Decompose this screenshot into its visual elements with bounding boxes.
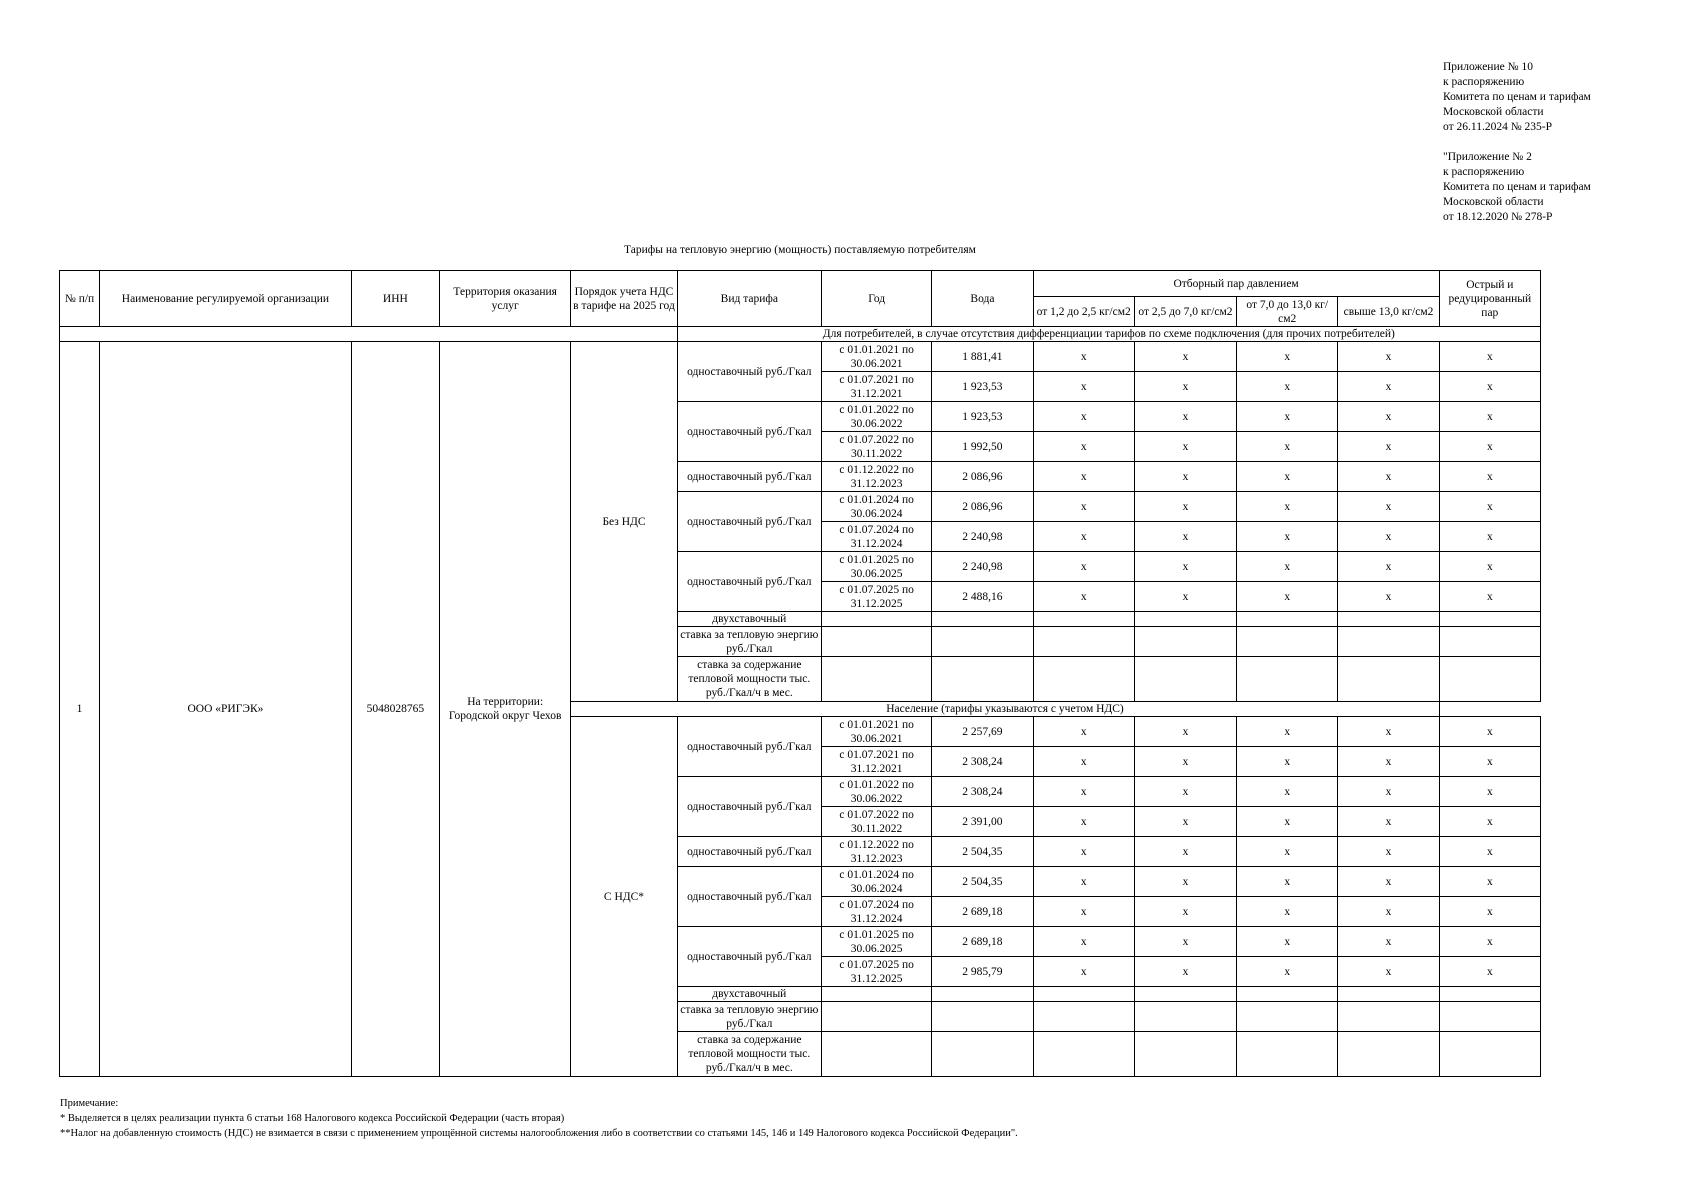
appendix-line: Комитета по ценам и тарифам (1443, 181, 1591, 193)
section-title: Население (тарифы указываются с учетом НДС) (571, 702, 1439, 717)
steam-tariff: х (1237, 717, 1338, 747)
period: с 01.07.2025 по 31.12.2025 (822, 582, 932, 612)
header-sharp-steam: Острый и редуцированный пар (1439, 271, 1540, 327)
steam-tariff: х (1338, 522, 1439, 552)
org-num: 1 (60, 342, 100, 1077)
steam-tariff: х (1338, 432, 1439, 462)
appendix-reference (1443, 60, 1591, 240)
steam-tariff: х (1439, 897, 1540, 927)
water-tariff: 2 086,96 (932, 492, 1033, 522)
steam-tariff: х (1338, 402, 1439, 432)
water-tariff: 2 086,96 (932, 462, 1033, 492)
empty-cell (1033, 1032, 1134, 1077)
period: с 01.01.2025 по 30.06.2025 (822, 552, 932, 582)
water-tariff: 2 689,18 (932, 897, 1033, 927)
period: с 01.01.2021 по 30.06.2021 (822, 342, 932, 372)
empty-cell (1338, 612, 1439, 627)
steam-tariff: х (1033, 342, 1134, 372)
empty-cell (1439, 657, 1540, 702)
water-tariff: 2 985,79 (932, 957, 1033, 987)
notes-heading: Примечание: (60, 1098, 119, 1109)
steam-tariff: х (1134, 927, 1236, 957)
steam-tariff: х (1439, 837, 1540, 867)
empty-cell (1134, 657, 1236, 702)
steam-tariff: х (1439, 552, 1540, 582)
steam-tariff: х (1134, 777, 1236, 807)
rate-energy-label: ставка за тепловую энергию руб./Гкал (677, 627, 821, 657)
steam-tariff: х (1237, 927, 1338, 957)
steam-tariff: х (1338, 492, 1439, 522)
steam-tariff: х (1439, 522, 1540, 552)
water-tariff: 1 923,53 (932, 402, 1033, 432)
steam-tariff: х (1033, 957, 1134, 987)
steam-tariff: х (1338, 957, 1439, 987)
appendix-block-current (1443, 60, 1591, 135)
steam-tariff: х (1439, 957, 1540, 987)
header-row (60, 271, 1541, 297)
water-tariff: 2 488,16 (932, 582, 1033, 612)
section-title-row (60, 327, 1541, 342)
steam-tariff: х (1237, 582, 1338, 612)
empty-cell (1338, 1002, 1439, 1032)
empty-cell (1033, 612, 1134, 627)
section-blank (60, 327, 678, 342)
steam-tariff: х (1338, 927, 1439, 957)
steam-tariff: х (1237, 372, 1338, 402)
empty-cell (822, 987, 932, 1002)
tariff-type: одноставочный руб./Гкал (677, 717, 821, 777)
steam-tariff: х (1033, 552, 1134, 582)
empty-cell (1134, 612, 1236, 627)
water-tariff: 2 257,69 (932, 717, 1033, 747)
steam-tariff: х (1338, 342, 1439, 372)
water-tariff: 2 504,35 (932, 837, 1033, 867)
empty-cell (1237, 627, 1338, 657)
appendix-line: "Приложение № 2 (1443, 151, 1532, 163)
period: с 01.01.2024 по 30.06.2024 (822, 867, 932, 897)
header-pressure-p2: от 2,5 до 7,0 кг/см2 (1134, 297, 1236, 327)
steam-tariff: х (1439, 342, 1540, 372)
org-inn: 5048028765 (351, 342, 439, 1077)
period: с 01.01.2022 по 30.06.2022 (822, 777, 932, 807)
steam-tariff: х (1134, 432, 1236, 462)
tariff-type: одноставочный руб./Гкал (677, 462, 821, 492)
steam-tariff: х (1338, 582, 1439, 612)
water-tariff: 2 308,24 (932, 777, 1033, 807)
empty-cell (1338, 987, 1439, 1002)
steam-tariff: х (1237, 552, 1338, 582)
appendix-line: Приложение № 10 (1443, 61, 1533, 73)
steam-tariff: х (1439, 867, 1540, 897)
tariff-type: одноставочный руб./Гкал (677, 777, 821, 837)
steam-tariff: х (1033, 777, 1134, 807)
empty-cell (932, 612, 1033, 627)
steam-tariff: х (1134, 372, 1236, 402)
empty-cell (1338, 627, 1439, 657)
water-tariff: 2 504,35 (932, 867, 1033, 897)
water-tariff: 1 881,41 (932, 342, 1033, 372)
tariff-type: одноставочный руб./Гкал (677, 342, 821, 402)
appendix-block-original (1443, 150, 1591, 225)
steam-tariff: х (1033, 927, 1134, 957)
steam-tariff: х (1134, 867, 1236, 897)
steam-tariff: х (1338, 867, 1439, 897)
steam-tariff: х (1134, 897, 1236, 927)
tariff-row (60, 342, 1541, 372)
rate-energy-label: ставка за тепловую энергию руб./Гкал (677, 1002, 821, 1032)
appendix-line: к распоряжению (1443, 76, 1525, 88)
empty-cell (1033, 657, 1134, 702)
steam-tariff: х (1033, 747, 1134, 777)
org-territory: На территории: Городской округ Чехов (440, 342, 571, 1077)
header-pressure-p1: от 1,2 до 2,5 кг/см2 (1033, 297, 1134, 327)
steam-tariff: х (1237, 837, 1338, 867)
header-water: Вода (932, 271, 1033, 327)
empty-cell (1237, 612, 1338, 627)
period: с 01.07.2024 по 31.12.2024 (822, 897, 932, 927)
steam-tariff: х (1134, 807, 1236, 837)
period: с 01.12.2022 по 31.12.2023 (822, 837, 932, 867)
period: с 01.12.2022 по 31.12.2023 (822, 462, 932, 492)
empty-cell (822, 627, 932, 657)
steam-tariff: х (1237, 897, 1338, 927)
steam-tariff: х (1338, 837, 1439, 867)
empty-cell (1338, 657, 1439, 702)
empty-cell (1237, 657, 1338, 702)
steam-tariff: х (1033, 717, 1134, 747)
appendix-line: от 26.11.2024 № 235-Р (1443, 121, 1553, 133)
period: с 01.07.2021 по 31.12.2021 (822, 747, 932, 777)
empty-cell (1033, 627, 1134, 657)
steam-tariff: х (1134, 522, 1236, 552)
document-title: Тарифы на тепловую энергию (мощность) поставляемую потребителям (624, 244, 976, 256)
steam-tariff: х (1134, 492, 1236, 522)
empty-cell (932, 1002, 1033, 1032)
empty-cell (1237, 987, 1338, 1002)
water-tariff: 2 240,98 (932, 522, 1033, 552)
steam-tariff: х (1237, 432, 1338, 462)
steam-tariff: х (1134, 717, 1236, 747)
steam-tariff: х (1033, 867, 1134, 897)
steam-tariff: х (1237, 462, 1338, 492)
steam-tariff: х (1134, 342, 1236, 372)
empty-cell (822, 657, 932, 702)
period: с 01.07.2021 по 31.12.2021 (822, 372, 932, 402)
steam-tariff: х (1134, 402, 1236, 432)
steam-tariff: х (1033, 897, 1134, 927)
empty-cell (1237, 1002, 1338, 1032)
steam-tariff: х (1439, 462, 1540, 492)
period: с 01.07.2025 по 31.12.2025 (822, 957, 932, 987)
steam-tariff: х (1237, 807, 1338, 837)
steam-tariff: х (1033, 432, 1134, 462)
empty-cell (932, 987, 1033, 1002)
empty-cell (1033, 987, 1134, 1002)
steam-tariff: х (1033, 372, 1134, 402)
steam-tariff: х (1338, 777, 1439, 807)
steam-tariff: х (1033, 837, 1134, 867)
steam-tariff: х (1237, 957, 1338, 987)
empty-cell (1439, 1002, 1540, 1032)
rate-capacity-label: ставка за содержание тепловой мощности тыс. руб./Гкал/ч в мес. (677, 657, 821, 702)
header-vat: Порядок учета НДС в тарифе на 2025 год (571, 271, 677, 327)
empty-cell (1134, 627, 1236, 657)
steam-tariff: х (1237, 402, 1338, 432)
two-part-label: двухставочный (677, 987, 821, 1002)
empty-cell (932, 1032, 1033, 1077)
period: с 01.07.2022 по 30.11.2022 (822, 432, 932, 462)
appendix-line: Московской области (1443, 106, 1544, 118)
steam-tariff: х (1033, 462, 1134, 492)
tariff-type: одноставочный руб./Гкал (677, 837, 821, 867)
empty-cell (1439, 987, 1540, 1002)
steam-tariff: х (1338, 462, 1439, 492)
water-tariff: 1 992,50 (932, 432, 1033, 462)
tariff-table (59, 270, 1541, 1077)
steam-tariff: х (1134, 552, 1236, 582)
steam-tariff: х (1439, 372, 1540, 402)
tariff-type: одноставочный руб./Гкал (677, 402, 821, 462)
water-tariff: 2 391,00 (932, 807, 1033, 837)
water-tariff: 2 308,24 (932, 747, 1033, 777)
steam-tariff: х (1237, 777, 1338, 807)
appendix-line: к распоряжению (1443, 166, 1525, 178)
steam-tariff: х (1237, 747, 1338, 777)
steam-tariff: х (1237, 522, 1338, 552)
steam-tariff: х (1338, 807, 1439, 837)
rate-capacity-label: ставка за содержание тепловой мощности тыс. руб./Гкал/ч в мес. (677, 1032, 821, 1077)
steam-tariff: х (1237, 492, 1338, 522)
steam-tariff: х (1033, 402, 1134, 432)
header-pressure-p3: от 7,0 до 13,0 кг/см2 (1237, 297, 1338, 327)
header-pressure-p4: свыше 13,0 кг/см2 (1338, 297, 1439, 327)
steam-tariff: х (1439, 717, 1540, 747)
empty-cell (1237, 1032, 1338, 1077)
vat-mode: Без НДС (571, 342, 677, 702)
steam-tariff: х (1439, 927, 1540, 957)
steam-tariff: х (1439, 582, 1540, 612)
header-tariff-type: Вид тарифа (677, 271, 821, 327)
water-tariff: 2 240,98 (932, 552, 1033, 582)
period: с 01.01.2021 по 30.06.2021 (822, 717, 932, 747)
tariff-type: одноставочный руб./Гкал (677, 552, 821, 612)
two-part-label: двухставочный (677, 612, 821, 627)
steam-tariff: х (1033, 807, 1134, 837)
steam-tariff: х (1338, 552, 1439, 582)
steam-tariff: х (1237, 867, 1338, 897)
steam-tariff: х (1134, 462, 1236, 492)
steam-tariff: х (1134, 747, 1236, 777)
steam-tariff: х (1439, 807, 1540, 837)
empty-cell (1338, 1032, 1439, 1077)
period: с 01.07.2024 по 31.12.2024 (822, 522, 932, 552)
tariff-type: одноставочный руб./Гкал (677, 927, 821, 987)
empty-cell (1134, 1002, 1236, 1032)
header-org: Наименование регулируемой организации (100, 271, 352, 327)
note-no-vat: **Налог на добавленную стоимость (НДС) не взимается в связи с применением упрощённой системы налогообложения либо в соответствии со статьями 145, 146 и 149 Налогового кодекса Российской Федерации". (60, 1128, 1018, 1139)
steam-tariff: х (1439, 747, 1540, 777)
header-year: Год (822, 271, 932, 327)
org-name: ООО «РИГЭК» (100, 342, 352, 1077)
vat-mode: С НДС* (571, 717, 677, 1077)
header-territory: Территория оказания услуг (440, 271, 571, 327)
empty-cell (1439, 612, 1540, 627)
steam-tariff: х (1338, 747, 1439, 777)
steam-tariff: х (1033, 582, 1134, 612)
empty-cell (822, 1032, 932, 1077)
empty-cell (932, 657, 1033, 702)
water-tariff: 2 689,18 (932, 927, 1033, 957)
steam-tariff: х (1033, 492, 1134, 522)
steam-tariff: х (1134, 582, 1236, 612)
empty-cell (932, 627, 1033, 657)
notes (60, 1096, 1018, 1141)
steam-tariff: х (1338, 372, 1439, 402)
period: с 01.01.2022 по 30.06.2022 (822, 402, 932, 432)
note-vat: * Выделяется в целях реализации пункта 6 статьи 168 Налогового кодекса Российской Федерации (часть вторая) (60, 1113, 565, 1124)
appendix-line: Комитета по ценам и тарифам (1443, 91, 1591, 103)
empty-cell (822, 1002, 932, 1032)
steam-tariff: х (1338, 717, 1439, 747)
period: с 01.01.2024 по 30.06.2024 (822, 492, 932, 522)
empty-cell (822, 612, 932, 627)
section-title: Для потребителей, в случае отсутствия дифференциации тарифов по схеме подключения (для прочих потребителей) (677, 327, 1540, 342)
water-tariff: 1 923,53 (932, 372, 1033, 402)
header-num: № п/п (60, 271, 100, 327)
steam-tariff: х (1134, 837, 1236, 867)
empty-cell (1439, 1032, 1540, 1077)
header-inn: ИНН (351, 271, 439, 327)
steam-tariff: х (1338, 897, 1439, 927)
empty-cell (1439, 627, 1540, 657)
empty-cell (1033, 1002, 1134, 1032)
steam-tariff: х (1439, 432, 1540, 462)
header-steam-group: Отборный пар давлением (1033, 271, 1439, 297)
tariff-type: одноставочный руб./Гкал (677, 867, 821, 927)
steam-tariff: х (1439, 777, 1540, 807)
tariff-type: одноставочный руб./Гкал (677, 492, 821, 552)
steam-tariff: х (1439, 492, 1540, 522)
empty-cell (1134, 1032, 1236, 1077)
steam-tariff: х (1033, 522, 1134, 552)
steam-tariff: х (1237, 342, 1338, 372)
appendix-line: от 18.12.2020 № 278-Р (1443, 211, 1553, 223)
empty-cell (1134, 987, 1236, 1002)
steam-tariff: х (1134, 957, 1236, 987)
appendix-line: Московской области (1443, 196, 1544, 208)
period: с 01.07.2022 по 30.11.2022 (822, 807, 932, 837)
period: с 01.01.2025 по 30.06.2025 (822, 927, 932, 957)
steam-tariff: х (1439, 402, 1540, 432)
